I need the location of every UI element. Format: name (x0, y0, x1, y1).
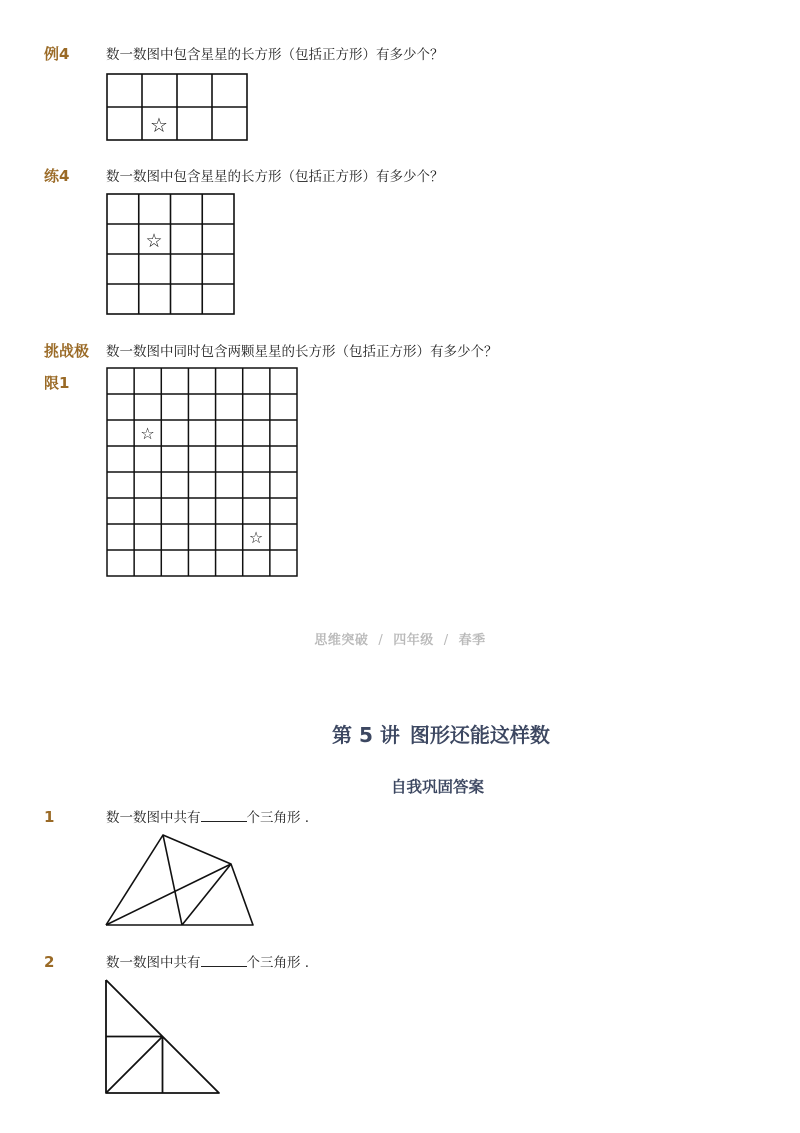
footer-separator: / (443, 633, 449, 648)
answer-blank (201, 954, 247, 967)
footer-season: 春季 (458, 633, 486, 648)
example-4-label: 例4 (44, 45, 70, 63)
star-icon: ☆ (248, 528, 264, 547)
page-footer (0, 629, 800, 648)
practice-4-question: 数一数图中包含星星的长方形（包括正方形）有多少个？ (106, 169, 444, 185)
practice-4-grid (106, 193, 235, 316)
example-4-question: 数一数图中包含星星的长方形（包括正方形）有多少个？ (106, 47, 444, 63)
question-1-text-before: 数一数图中共有 (106, 810, 201, 826)
question-1-text (106, 809, 309, 827)
challenge-label-line1: 挑战极 (44, 342, 90, 360)
question-2-text-before: 数一数图中共有 (106, 955, 201, 971)
question-1-triangle-figure (104, 832, 256, 928)
question-2-triangle-figure (104, 978, 222, 1096)
footer-grade: 四年级 (393, 633, 434, 648)
star-icon: ☆ (150, 113, 168, 137)
question-1-label: 1 (44, 808, 55, 826)
lecture-heading (332, 719, 550, 748)
section-title: 自我巩固答案 (391, 778, 485, 796)
answer-blank (201, 809, 247, 822)
lecture-title: 图形还能这样数 (409, 723, 550, 747)
question-2-label: 2 (44, 953, 55, 971)
example-4-grid (106, 73, 248, 141)
star-icon: ☆ (145, 230, 163, 252)
star-icon: ☆ (140, 424, 155, 443)
lecture-number: 第 5 讲 (332, 723, 400, 747)
question-2-text-after: 个三角形 . (246, 955, 310, 971)
challenge-question: 数一数图中同时包含两颗星星的长方形（包括正方形）有多少个？ (106, 344, 498, 360)
practice-4-label: 练4 (44, 167, 70, 185)
challenge-label-line2: 限1 (44, 374, 70, 392)
challenge-grid (106, 367, 298, 577)
question-2-text (106, 954, 309, 972)
footer-separator: / (378, 633, 384, 648)
question-1-text-after: 个三角形 . (246, 810, 310, 826)
footer-series: 思维突破 (314, 633, 369, 648)
